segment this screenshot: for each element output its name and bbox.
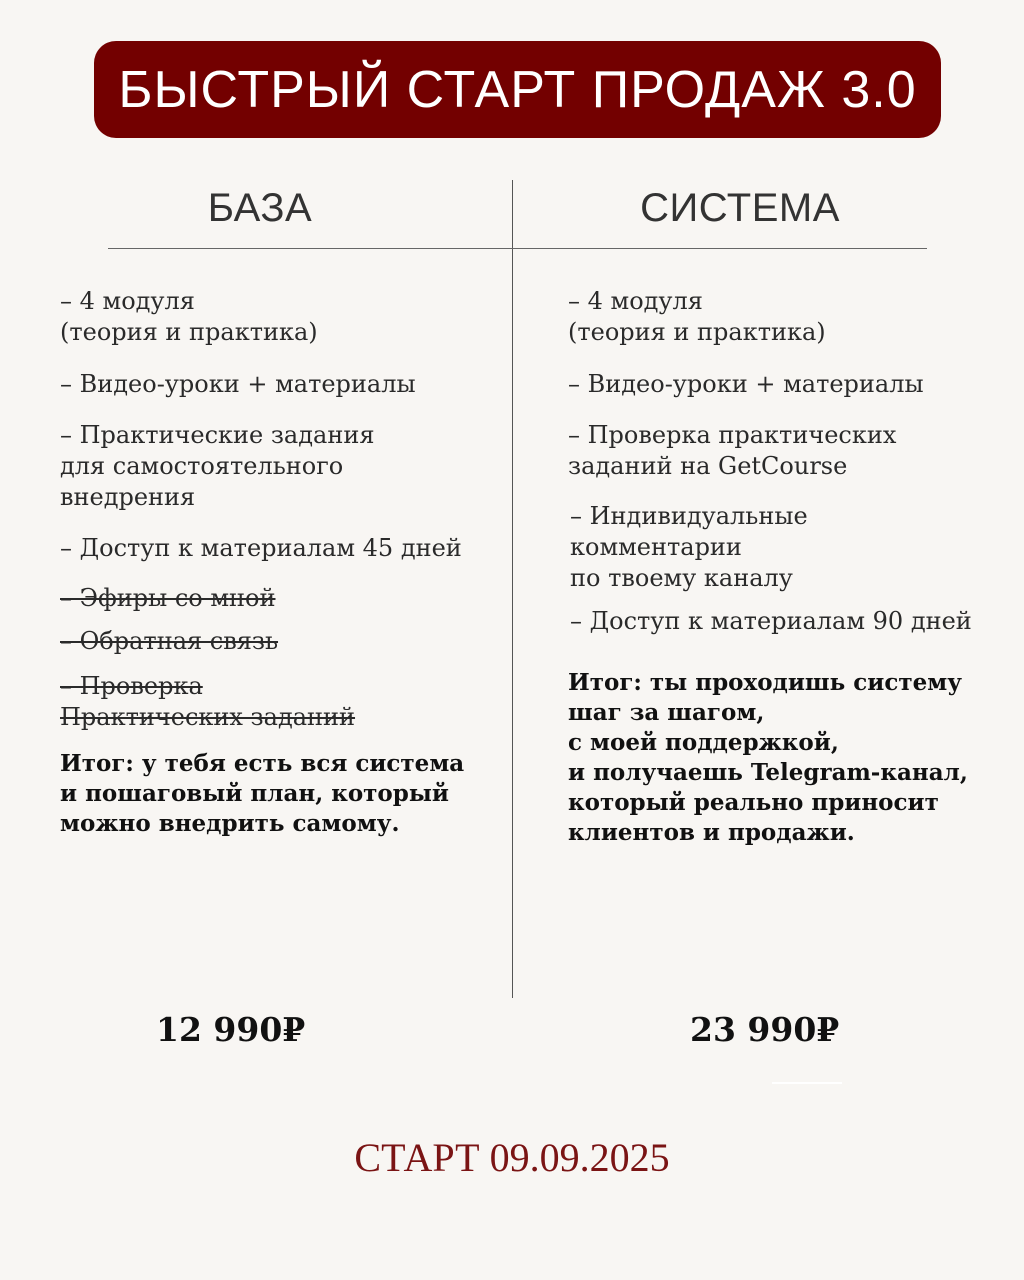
banner-title: БЫСТРЫЙ СТАРТ ПРОДАЖ 3.0 [118, 60, 917, 119]
title-banner [94, 41, 941, 138]
left-item-access: – Доступ к материалам 45 дней [60, 534, 462, 562]
right-item-access: – Доступ к материалам 90 дней [570, 607, 972, 635]
decorative-line [772, 1082, 842, 1084]
left-item-video: – Видео-уроки + материалы [60, 370, 416, 398]
right-item-review: – Проверка практических заданий на GetCourse [568, 421, 897, 480]
left-item-feedback-crossed: – Обратная связь [60, 627, 279, 655]
price-baza: 12 990₽ [156, 1010, 306, 1049]
column-heading-baza: БАЗА [207, 186, 313, 230]
column-divider-vertical [512, 180, 513, 998]
left-item-tasks: – Практические задания для самостоятельного внедрения [60, 421, 375, 511]
header-divider-horizontal [108, 248, 927, 249]
left-item-review-crossed: – Проверка Практических заданий [60, 672, 356, 731]
left-result-text: Итог: у тебя есть вся система и пошаговый план, который можно внедрить самому. [60, 750, 465, 837]
column-heading-sistema: СИСТЕМА [640, 186, 840, 230]
start-date: СТАРТ 09.09.2025 [354, 1135, 670, 1180]
right-result-text: Итог: ты проходишь систему шаг за шагом, с моей поддержкой, и получаешь Telegram-канал, который реально приносит клиентов и продажи. [568, 669, 968, 846]
left-item-streams-crossed: – Эфиры со мной [60, 584, 276, 612]
right-item-comments: – Индивидуальные комментарии по твоему каналу [570, 502, 808, 592]
right-item-video: – Видео-уроки + материалы [568, 370, 924, 398]
right-item-modules: – 4 модуля (теория и практика) [568, 287, 826, 346]
price-sistema: 23 990₽ [690, 1010, 840, 1049]
left-item-modules: – 4 модуля (теория и практика) [60, 287, 318, 346]
